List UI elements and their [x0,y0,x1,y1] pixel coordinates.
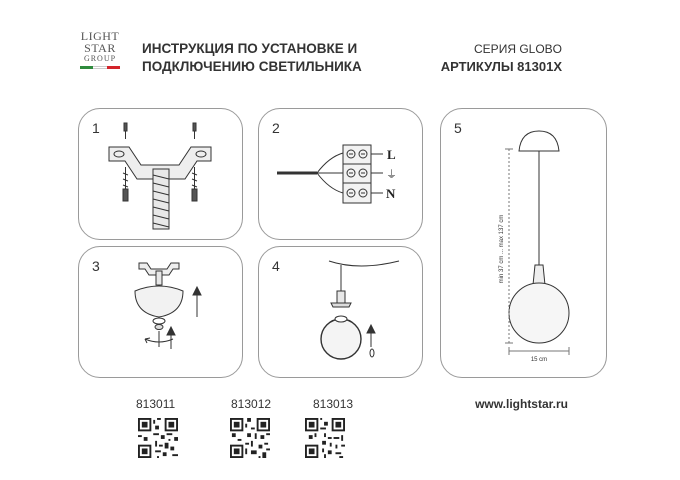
website-link[interactable]: www.lightstar.ru [475,397,568,411]
screw-icon [193,123,196,139]
step-number: 2 [272,120,280,136]
width-dimension-label: 15 cm [530,357,548,363]
step-4-panel [258,246,423,378]
step-number: 5 [454,120,462,136]
article-code: 813012 [231,397,272,411]
logo-text-line2: STAR [84,41,116,55]
mounting-bracket-illustration [79,109,244,241]
canopy-install-illustration [79,247,244,379]
step-1-panel [78,108,243,240]
qr-code-icon[interactable] [138,418,178,458]
terminal-block-illustration [259,109,424,241]
step-3-panel [78,246,243,378]
dimension-diagram [441,109,608,379]
title-line-2: ПОДКЛЮЧЕНИЮ СВЕТИЛЬНИКА [142,59,362,74]
neutral-label: N [386,186,396,201]
qr-code-icon[interactable] [305,418,345,458]
shade-install-illustration [259,247,424,379]
article-range: АРТИКУЛЫ 81301X [440,59,562,74]
series-name: СЕРИЯ GLOBO [474,42,562,56]
live-label: L [387,147,396,162]
article-code: 813011 [136,397,176,411]
logo-text-line1: LIGHT [80,29,120,43]
page-title [142,40,362,76]
brand-logo [78,30,122,69]
screw-icon [124,123,127,139]
qr-code-icon[interactable] [230,418,270,458]
title-line-1: ИНСТРУКЦИЯ ПО УСТАНОВКЕ И [142,41,358,56]
step-number: 3 [92,258,100,274]
step-5-panel [440,108,607,378]
step-number: 1 [92,120,100,136]
step-2-panel [258,108,423,240]
screw-icon [123,167,128,201]
earth-label: ⏚ [386,168,397,181]
article-code: 813013 [313,397,354,411]
logo-text-line3: GROUP [83,54,117,63]
logo-flag-bar [80,66,120,69]
screw-icon [192,167,197,201]
height-dimension-label: min 37 cm ... max 137 cm [499,214,505,284]
series-info [441,40,562,76]
step-number: 4 [272,258,280,274]
